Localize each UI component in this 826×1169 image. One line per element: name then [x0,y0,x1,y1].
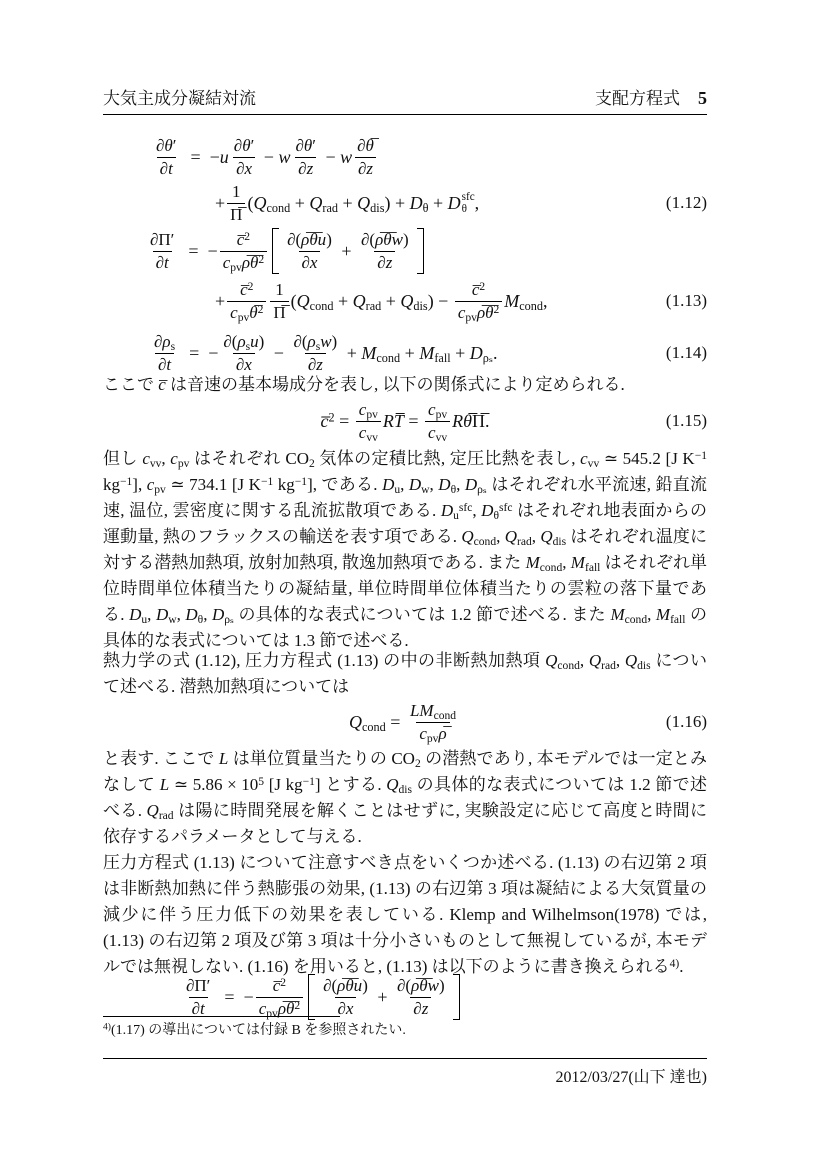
footnote-block [103,1016,707,1041]
equation-number: (1.13) [665,291,707,310]
footnote-rule [103,1016,340,1017]
equation-1-12: $\frac{\partial\theta'}{\partial t}$ = −u $\frac{\partial\theta'}{\partial x}$ − w $\frac{\partial\theta'}{\partial z}$ − w $\frac{\partial\theta̅}{\partial z}$ + $\frac{1}{\Pi̅}$ $(Q_{cond} + Q_{rad} + Q_{dis}) + D_\theta$ + D sfc θ , (1.12) [156,136,707,224]
equation-number: (1.14) [665,343,707,362]
footnote-text: $^{4)}$(1.17) の導出については付録 B を参照されたい. [103,1022,406,1038]
paragraph-pressure-equation-notes: 圧力方程式 (1.13) について注意すべき点をいくつか述べる. (1.13) の右辺第 2 項は非断熱加熱に伴う熱膨張の効果, (1.13) の右辺第 3 項は凝結による大気質量の減少に伴う圧力低下の効果を表している. Klemp and Wilhelmson(1978) では, (1.13) の右辺第 2 項及び第 3 項は十分小さいものとして無視しているが, 本モデルでは無視しない. (1.16) を用いると, (1.13) は以下のように書き換えられる$^{4)}$. [103,853,707,976]
equation-1-16: $Q_{cond}$ = $\frac{LM_{cond}}{c_{pv}\rho̅}$ (1.16) [348,701,707,745]
header-left-title: 大気主成分凝結対流 [103,89,256,108]
paragraph-latent-heat: と表す. ここで L は単位質量当たりの $CO_2$ の潜熱であり, 本モデルでは一定とみなして L ≃ $5.86 \times 10^5$ [J $kg^{-1}$] とする. $Q_{dis}$ の具体的な表式については 1.2 節で述べる. $Q_{rad}$ は陽に時間発展を解くことはせずに, 実験設定に応じて高度と時間に依存するパラメータとして与える. [103,749,708,846]
paragraph-coefficients: 但し $c_{vv}$, $c_{pv}$ はそれぞれ $CO_2$ 気体の定積比熱, 定圧比熱を表し, $c_{vv}$ ≃ 545.2 [J $K^{-1}$ $kg^{-1}$], $c_{pv}$ ≃ 734.1 [J $K^{-1}$ $kg^{-1}$], である. $D_u$, $D_w$, $D_\theta$, $D_{\rho_s}$ はそれぞれ水平流速, 鉛直流速, 温位, 雲密度に関する乱流拡散項である. $D_u^{sfc}$, $D_\theta^{sfc}$ はそれぞれ地表面からの運動量, 熱のフラックスの輸送を表す項である. $Q_{cond}$, $Q_{rad}$, $Q_{dis}$ はそれぞれ温度に対する潜熱加熱項, 放射加熱項, 散逸加熱項である. また $M_{cond}$, $M_{fall}$ はそれぞれ単位時間単位体積当たりの凝結量, 単位時間単位体積当たりの雲粒の落下量である. $D_u$, $D_w$, $D_\theta$, $D_{\rho_s}$ の具体的な表式については 1.2 節で述べる. また $M_{cond}$, $M_{fall}$ の具体的な表式については 1.3 節で述べる. [103,448,708,650]
equation-number: (1.15) [665,411,707,430]
equation-1-13: $\frac{\partial\Pi'}{\partial t}$ = − $\frac{c̅^2}{c_{pv}\rho̅\theta̅^2}$ $\frac{\partial(\rho̅\theta̅u)}{\partial x}$ + $\frac{\partial(\rho̅\theta̅w)}{\partial z}$ + $\frac{c̅^2}{c_{pv}\theta̅^2}$ $\frac{1}{\Pi̅}$ $(Q_{cond} + Q_{rad} + Q_{dis})$ − $\frac{c̅^2}{c_{pv}\rho̅\theta̅^2}$ $M_{cond}$, (1.13) [150,230,707,324]
page-number: 5 [698,88,707,108]
footer-date-author: 2012/03/27(山下 達也) [555,1069,707,1086]
equation-number: (1.16) [665,712,707,731]
header-right-group [595,84,707,109]
equation-1-15: c̅$^2$ = $\frac{c_{pv}}{c_{vv}}$ RT̅ = $\frac{c_{pv}}{c_{vv}}$ Rθ̅Π̅. (1.15) [320,400,707,444]
page-footer [103,1058,707,1087]
page-header [103,84,707,115]
paragraph-heating-terms-intro: 熱力学の式 (1.12), 圧力方程式 (1.13) の中の非断熱加熱項 $Q_{cond}$, $Q_{rad}$, $Q_{dis}$ について述べる. 潜熱加熱項については [103,651,707,696]
equation-rewritten-partial: $\frac{\partial\Pi'}{\partial t}$ = − $\frac{c̅^2}{c_{pv}\rho̅\theta̅^2}$ $\frac{\partial(\rho̅\theta̅u)}{\partial x}$ + $\frac{\partial(\rho̅\theta̅w)}{\partial z}$ [103,972,707,1022]
equation-number: (1.12) [665,193,707,212]
header-right-title: 支配方程式 [595,89,680,108]
equation-1-14: $\frac{\partial\rho_s}{\partial t}$ = − $\frac{\partial(\rho_su)}{\partial x}$ − $\frac{\partial(\rho_sw)}{\partial z}$ + $M_{cond} + M_{fall} + D_{\rho_s}$. (1.14) [154,332,707,374]
sound-speed-note: ここで c̅ は音速の基本場成分を表し, 以下の関係式により定められる. [103,375,625,394]
